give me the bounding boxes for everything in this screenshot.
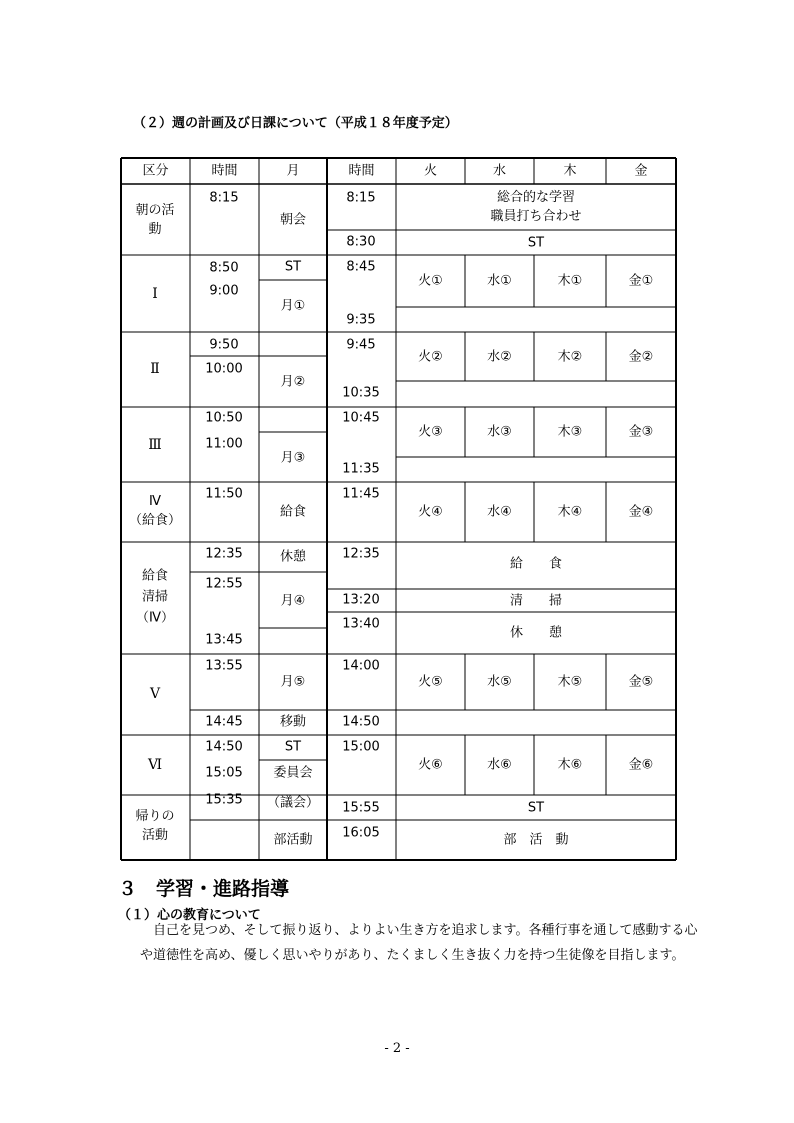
mon-time: 13:45 <box>205 632 243 648</box>
tf-time: 13:20 <box>342 592 380 608</box>
mon-time: 11:00 <box>205 436 243 452</box>
mon-cell: 移動 <box>279 714 307 730</box>
tf-cell-p2: 木② <box>557 349 583 365</box>
period-6: Ⅵ <box>147 757 163 773</box>
tf-time: 9:35 <box>346 312 376 328</box>
tf-time: 16:05 <box>342 825 380 841</box>
tf-time: 8:30 <box>346 234 376 250</box>
mon-cell: 委員会 <box>273 765 313 781</box>
tf-cell-p1: 金① <box>628 273 654 289</box>
tf-time: 14:00 <box>342 658 380 674</box>
tf-time: 11:45 <box>342 486 380 502</box>
tf-home-st: ST <box>527 800 545 816</box>
header-0: 区分 <box>142 163 169 179</box>
period-morning: 朝の活 <box>135 203 175 218</box>
mon-time: 14:45 <box>205 714 243 730</box>
heading-study-guidance: ３ 学習・進路指導 <box>118 878 290 900</box>
period-5: Ⅴ <box>149 686 161 702</box>
tf-cell-p2: 火② <box>418 349 443 365</box>
tf-cell-p5: 金⑤ <box>628 674 654 690</box>
paragraph-text: 自己を見つめ、そして振り返り、よりよい生き方を追求します。各種行事を通して感動する心や道徳性を高め、優しく思いやりがあり、たくましく生き抜く力を持つ生徒像を目指します。 <box>140 923 698 963</box>
period-1: Ⅰ <box>152 286 158 302</box>
mon-cell: ST <box>284 739 302 755</box>
tf-club: 部 活 動 <box>503 832 569 848</box>
mon-time: 14:50 <box>205 739 243 755</box>
tf-cell-p3: 水③ <box>487 424 512 440</box>
mon-cell: 給食 <box>279 504 307 520</box>
tf-morning-st: ST <box>527 235 545 251</box>
header-2: 月 <box>286 163 300 179</box>
tf-time: 15:00 <box>342 739 380 755</box>
tf-cell-p1: 火① <box>418 273 443 289</box>
heading-heart-education: （１）心の教育について <box>118 908 261 923</box>
mon-cell: 月⑤ <box>280 674 306 690</box>
mon-time: 11:50 <box>205 486 243 502</box>
tf-cell-p4: 火④ <box>418 504 443 520</box>
tf-time: 8:45 <box>346 259 376 275</box>
tf-cell-p1: 木① <box>557 273 583 289</box>
tf-cell-p6: 水⑥ <box>487 757 512 773</box>
tf-cell-p3: 木③ <box>557 424 583 440</box>
tf-time: 10:45 <box>342 410 380 426</box>
period-home: 活動 <box>141 828 169 843</box>
period-4: （給食） <box>128 513 182 528</box>
mon-time: 12:55 <box>205 576 243 592</box>
period-lunch: 給食 <box>141 568 169 584</box>
mon-time: 13:55 <box>205 658 243 674</box>
mon-cell: （議会） <box>266 795 320 811</box>
section-title: （２）週の計画及び日課について（平成１８年度予定） <box>133 116 458 131</box>
tf-morning-integrated: 総合的な学習 <box>496 190 576 205</box>
mon-cell: 部活動 <box>273 832 313 848</box>
header-6: 木 <box>563 163 577 179</box>
page-number: - 2 - <box>384 1041 410 1056</box>
tf-cell-p3: 火③ <box>418 424 443 440</box>
period-3: Ⅲ <box>148 437 162 453</box>
tf-cell-p1: 水① <box>487 273 512 289</box>
period-morning: 動 <box>148 222 162 237</box>
tf-time: 11:35 <box>342 461 380 477</box>
tf-time: 9:45 <box>346 337 376 353</box>
header-3: 時間 <box>348 163 375 179</box>
mon-time: 15:05 <box>205 765 243 781</box>
tf-time: 14:50 <box>342 714 380 730</box>
tf-rest: 休 憩 <box>509 625 563 641</box>
tf-cell-p4: 水④ <box>487 504 512 520</box>
mon-cell: 朝会 <box>279 212 307 228</box>
header-5: 水 <box>492 163 507 179</box>
tf-time: 12:35 <box>342 546 380 562</box>
mon-cell: 月② <box>280 374 306 390</box>
mon-cell: 月③ <box>280 450 306 466</box>
mon-time: 9:00 <box>209 283 239 299</box>
mon-time: 10:00 <box>205 361 243 377</box>
tf-cell-p3: 金③ <box>628 424 654 440</box>
mon-time: 8:15 <box>209 190 239 206</box>
mon-time: 9:50 <box>209 337 239 353</box>
mon-cell: 月① <box>280 298 306 314</box>
tf-cell-p5: 木⑤ <box>557 674 583 690</box>
mon-time: 15:35 <box>205 792 243 808</box>
tf-cleaning: 清 掃 <box>509 593 563 609</box>
mon-time: 12:35 <box>205 546 243 562</box>
tf-time: 10:35 <box>342 385 380 401</box>
tf-cell-p2: 金② <box>628 349 654 365</box>
tf-time: 15:55 <box>342 800 380 816</box>
mon-cell: 休憩 <box>279 549 307 565</box>
period-lunch: 清掃 <box>141 589 169 605</box>
period-2: Ⅱ <box>150 361 160 377</box>
tf-cell-p6: 木⑥ <box>557 757 583 773</box>
mon-time: 8:50 <box>209 260 239 276</box>
tf-lunch: 給 食 <box>509 556 563 572</box>
period-lunch: （Ⅳ） <box>136 610 174 626</box>
tf-morning-integrated: 職員打ち合わせ <box>490 209 582 224</box>
tf-cell-p5: 水⑤ <box>487 674 512 690</box>
period-4: Ⅳ <box>149 494 161 509</box>
tf-cell-p6: 火⑥ <box>418 757 443 773</box>
tf-cell-p4: 木④ <box>557 504 583 520</box>
tf-cell-p6: 金⑥ <box>628 757 654 773</box>
header-1: 時間 <box>211 163 238 179</box>
header-4: 火 <box>423 163 438 179</box>
period-home: 帰りの <box>135 809 175 824</box>
mon-time: 10:50 <box>205 410 243 426</box>
tf-cell-p5: 火⑤ <box>418 674 443 690</box>
mon-cell: ST <box>284 259 302 275</box>
paragraph-heart-education <box>140 918 700 968</box>
tf-cell-p2: 水② <box>487 349 512 365</box>
tf-time: 13:40 <box>342 616 380 632</box>
tf-time: 8:15 <box>346 190 376 206</box>
mon-cell: 月④ <box>280 593 306 609</box>
header-7: 金 <box>634 163 648 179</box>
tf-cell-p4: 金④ <box>628 504 654 520</box>
